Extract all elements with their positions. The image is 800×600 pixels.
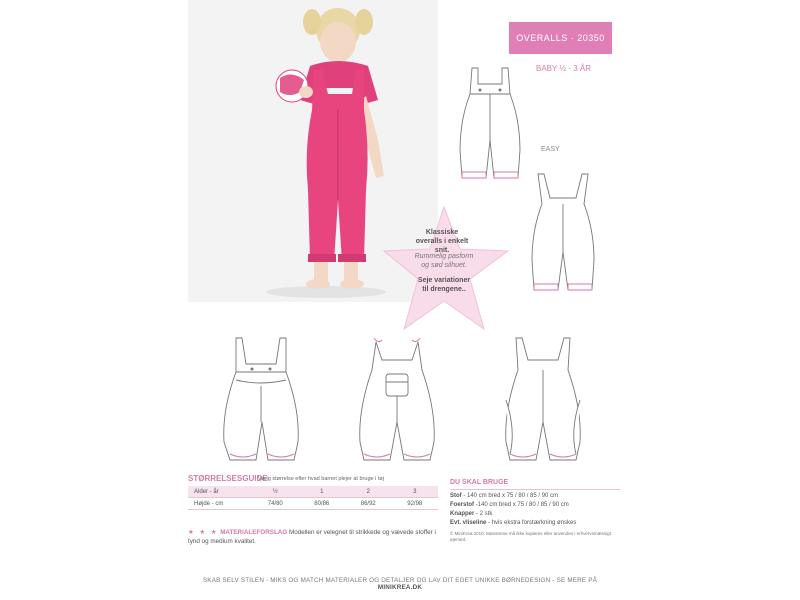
overalls-back-drawing xyxy=(522,168,604,303)
variation-back-pocket-drawing xyxy=(350,330,444,470)
table-cell: ½ xyxy=(252,486,299,498)
requirements-box xyxy=(450,478,620,543)
item-text: -140 cm bred x 75 / 80 / 85 / 90 cm xyxy=(475,502,569,508)
table-cell: 92/98 xyxy=(392,498,439,510)
table-cell: 3 xyxy=(392,486,439,498)
callout-line-2: Rummelig pasform og sød silhuet. xyxy=(414,253,474,269)
table-row xyxy=(188,498,438,510)
material-text: Modellen er velegnet til strikkede og vævede stoffer i tynd og medium kvalitet. xyxy=(188,529,436,545)
material-title: MATERIALEFORSLAG xyxy=(220,529,288,536)
table-cell: 86/92 xyxy=(345,498,392,510)
size-table xyxy=(188,486,438,510)
requirements-title: DU SKAL BRUGE xyxy=(450,478,620,490)
list-item xyxy=(450,519,620,528)
table-row xyxy=(188,486,438,498)
table-cell: 74/80 xyxy=(252,498,299,510)
item-text: - hvis ekstra forstærkning ønskes xyxy=(488,520,577,526)
item-text: - 2 stk xyxy=(476,511,493,517)
footer-text: SKAB SELV STILEN - MIKS OG MATCH MATERIALER OG DETALJER OG LAV DIT EGET UNIKKE BØRNEDESIGN - SE MERE PÅ xyxy=(202,577,598,584)
item-name: Knapper xyxy=(450,511,475,517)
variation-back-drawing xyxy=(496,330,590,470)
variation-front-drawing xyxy=(214,330,308,470)
item-name: Foerstof xyxy=(450,502,474,508)
rating-stars-icon: ★ ★ ★ xyxy=(188,529,219,536)
item-name: Evt. vliseline xyxy=(450,520,487,526)
callout-line-1: Klassiske overalls i enkelt snit. xyxy=(415,229,469,254)
difficulty-label: EASY xyxy=(541,146,560,153)
footer-site-link[interactable]: MINIKREA.DK xyxy=(377,584,423,591)
material-suggestion xyxy=(188,528,438,546)
size-guide-title: STØRRELSESGUIDE xyxy=(188,474,268,483)
item-name: Stof xyxy=(450,493,462,499)
list-item xyxy=(450,492,620,501)
table-cell: 1 xyxy=(299,486,346,498)
footer-tagline xyxy=(188,577,612,591)
list-item xyxy=(450,501,620,510)
callout-line-3: Seje variationer til drengene.. xyxy=(417,277,471,293)
table-cell: 2 xyxy=(345,486,392,498)
table-cell: 80/86 xyxy=(299,498,346,510)
size-guide-subtitle: Vælg størrelse efter hvad barnet plejer at bruge i tøj xyxy=(258,476,384,482)
age-range: BABY ½ - 3 ÅR xyxy=(536,64,591,73)
copyright-note: © MiniKrea 2010. Mønstrene må ikke kopieres eller anvendes i erhvervsmæssigt øjemed. xyxy=(450,531,611,542)
list-item xyxy=(450,510,620,519)
pattern-title-badge: OVERALLS · 20350 xyxy=(509,22,612,54)
overalls-front-drawing xyxy=(450,60,530,190)
row-label: Alder - år xyxy=(188,486,252,498)
row-label: Højde - cm xyxy=(188,498,252,510)
item-text: - 140 cm bred x 75 / 80 / 85 / 90 cm xyxy=(463,493,559,499)
